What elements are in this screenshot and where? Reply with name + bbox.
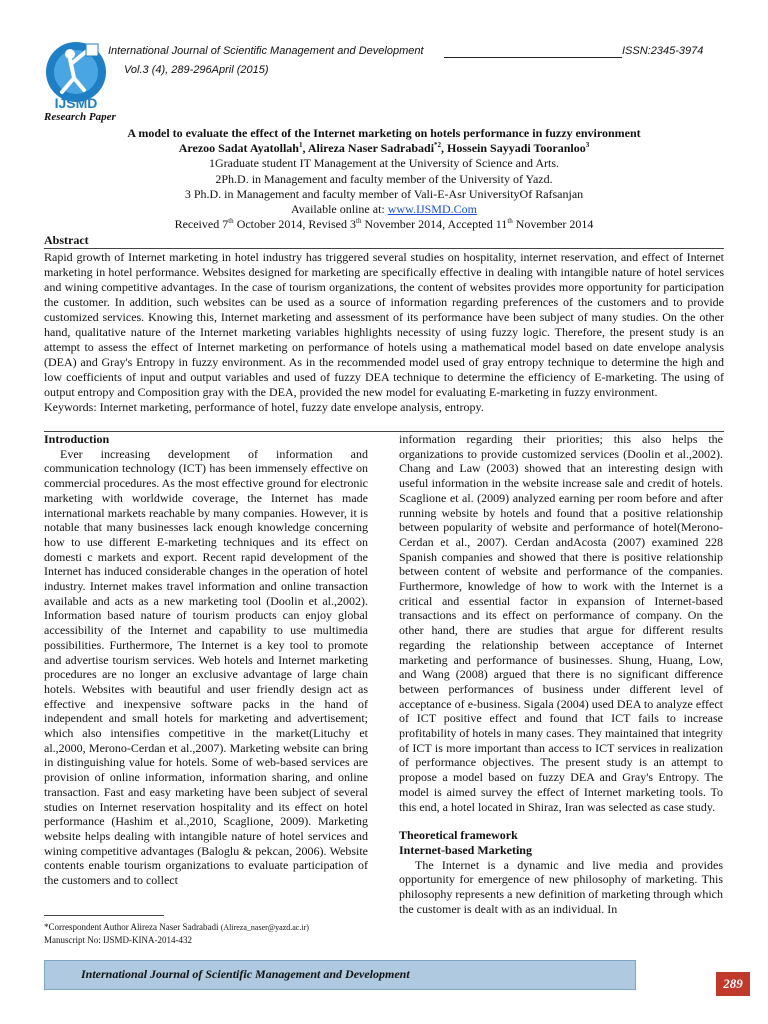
header-rule — [444, 57, 622, 58]
received-dates — [44, 217, 724, 232]
article-type: Research Paper — [44, 111, 116, 123]
journal-link[interactable]: www.IJSMD.Com — [387, 202, 477, 217]
logo-text: IJSMD — [54, 95, 98, 111]
keywords: Keywords: Internet marketing, performance of hotel, fuzzy date envelope analysis, entropy. — [44, 400, 484, 414]
theoretical-framework-heading: Theoretical framework — [399, 828, 518, 843]
accepted-sup: th — [507, 217, 513, 226]
footnote — [44, 913, 368, 946]
revised-text: October 2014, Revised 3 — [233, 217, 356, 232]
abstract-text: Rapid growth of Internet marketing in hotel industry has triggered several studies on hospitality, internet reservation, and effect of Internet marketing in hotel performance. Websites designed for marketing are specifically effective in dealing with intangible nature of hotel services and wining competitive advantages. In the case of tourism organizations, the content of websites provides more opportunity for participation the customer. In addition, such websites can be used as a source of information regarding preferences of the customers and to provide customized services. Knowing this, Internet marketing and assessment of its performance have been subject of many studies. On the other hand, qualitative nature of the Internet marketing variables highlights necessity of using fuzzy logic. Therefore, the present study is an attempt to assess the effect of Internet marketing on performance of hotels using a mathematical model based on date envelope analysis (DEA) and Gray's Entropy in fuzzy environment. As in the recommended model used of gray entropy technique to determine the high and low coefficients of input and output variables and used of fuzzy DEA technique to determine the efficiency of E-marketing. The using of output entropy and Composition gray with the DEA, provided the new model for evaluating E-marketing in fuzzy environment. — [44, 250, 724, 399]
introduction-continued: information regarding their priorities; this also helps the organizations to provide customized services (Doolin et al.,2002). Chang and Law (2003) showed that an interesting design with useful information in the website increase sale and credit of hotels. Scaglione et al. (2009) analyzed earning per room before and after running website by hotels and found that a positive relationship between popularity of website and performance of hotel(Merono-Cerdan et al., 2007). Cerdan andAcosta (2007) examined 228 Spanish companies and showed that there is positive relationship between content of website and performance of the companies. Furthermore, knowledge of how to work with the Internet is a critical and essential factor in expansion of Internet-based transactions and its effect on performance of company. On the other hand, there are studies that argue for different results regarding the relationship between acceptance of Internet marketing and performance of businesses. Shung, Huang, Low, and Wang (2008) argued that there is no significant difference between performances of business under different level of acceptance of e-business. Sigala (2004) used DEA to analyze effect of ICT positive effect and found that ICT fails to increase profitability of hotels in many cases. They maintained that integrity of ICT is more important than access to ICT services in realization of performance objectives. The present study is an attempt to propose a model based on fuzzy DEA and Gray's Entropy. The model is aimed survey the effect of Internet marketing tools. To this end, a hotel located in Shiraz, Iran was selected as case study. — [399, 432, 723, 814]
journal-logo — [40, 40, 110, 112]
author-sup: 3 — [585, 141, 590, 150]
author-sup: 1 — [298, 141, 303, 150]
right-column — [399, 432, 723, 917]
volume-info: Vol.3 (4), 289-296April (2015) — [124, 64, 269, 76]
abstract-section — [44, 233, 724, 415]
issn: ISSN:2345-3974 — [622, 45, 704, 57]
received-sup: th — [228, 217, 234, 226]
corresponding-author: *Correspondent Author Alireza Naser Sadrabadi — [44, 922, 221, 932]
received-text: Received 7 — [174, 217, 229, 232]
footer-bar — [44, 960, 636, 990]
author-list: Arezoo Sadat Ayatollah$^1$, Alireza Naser Sadrabadi$^{*2}$, Hossein Sayyadi Tooranloo$^3$ — [178, 141, 590, 156]
manuscript-number: Manuscript No: IJSMD-KINA-2014-432 — [44, 935, 192, 945]
author-sup: *2 — [434, 141, 442, 150]
accepted-rest: November 2014 — [512, 217, 594, 232]
affiliation: 3 Ph.D. in Management and faculty member of Vali-E-Asr UniversityOf Rafsanjan — [184, 186, 584, 201]
introduction-heading: Introduction — [44, 432, 110, 446]
abstract-heading: Abstract — [44, 233, 89, 247]
affiliation: 2Ph.D. in Management and faculty member of the University of Yazd. — [215, 171, 553, 186]
accepted-text: November 2014, Accepted 11 — [361, 217, 508, 232]
available-online — [44, 202, 724, 217]
internet-marketing-heading: Internet-based Marketing — [399, 842, 532, 857]
page-number-box — [716, 972, 750, 996]
available-label: Available online at: — [291, 202, 388, 217]
introduction-text: Ever increasing development of information and communication technology (ICT) has been immensely effective on commercial procedures. As the most effective ground for electronic marketing with worldwide coverage, the Internet has made international markets reachable by many companies. However, it is notable that many businesses lack enough knowledge concerning how to use different E-marketing techniques and its effect on domesti c markets and export. Recent rapid development of the Internet has induced considerable changes in the operation of hotel industry. Internet makes travel information and online transaction available and acts as a new marketing tool (Doolin et al.,2002). Information based nature of tourism products can enjoy global accessibility of the Internet and capability to use multimedia possibilities. Furthermore, The Internet is a key tool to promote and advertise tourism services. Web hotels and Internet marketing procedures are no longer an exclusive advantage of large chain hotels. Websites with beautiful and user friendly design act as effective and inexpensive software packs in the hand of independent and small hotels for marketing and advertisement; which also intensifies competitive in the market(Lituchy et al.,2000, Merono-Cerdan et al.,2007). Marketing website can bring in distinguishing value for hotels. Some of web-based services are provision of online information, information sharing, and online transaction. Fast and easy marketing have been subject of several studies on Internet reservation hospitality and its effect on hotel performance (Hashim et al.,2010, Scaglione, 2009). Marketing website helps dealing with intangible nature of hotel services and wining competitive advantages (Baloglu & pekcan, 2006). Website contents enable tourism organizations to evaluate participation of the customers and to collect — [44, 446, 368, 888]
internet-marketing-text: The Internet is a dynamic and live media and provides opportunity for emergence of new philosophy of marketing. This philosophy represents a new definition of marketing through which the customer is dealt with as an individual. In — [399, 857, 723, 916]
author-name: Hossein Sayyadi Tooranloo — [447, 141, 586, 156]
left-column — [44, 432, 368, 888]
author-name: Arezoo Sadat Ayatollah — [178, 141, 299, 156]
affiliation: 1Graduate student IT Management at the University of Science and Arts. — [208, 156, 559, 171]
footer-journal-name: International Journal of Scientific Management and Development — [81, 967, 410, 981]
paper-title: A model to evaluate the effect of the Internet marketing on hotels performance in fuzzy environment — [127, 126, 641, 140]
author-email: (Alireza_naser@yazd.ac.ir) — [220, 923, 309, 932]
author-name: Alireza Naser Sadrabadi — [307, 141, 435, 156]
journal-name: International Journal of Scientific Management and Development — [108, 45, 424, 57]
revised-sup: th — [356, 217, 362, 226]
front-matter — [44, 126, 724, 232]
page-number: 289 — [723, 976, 743, 991]
